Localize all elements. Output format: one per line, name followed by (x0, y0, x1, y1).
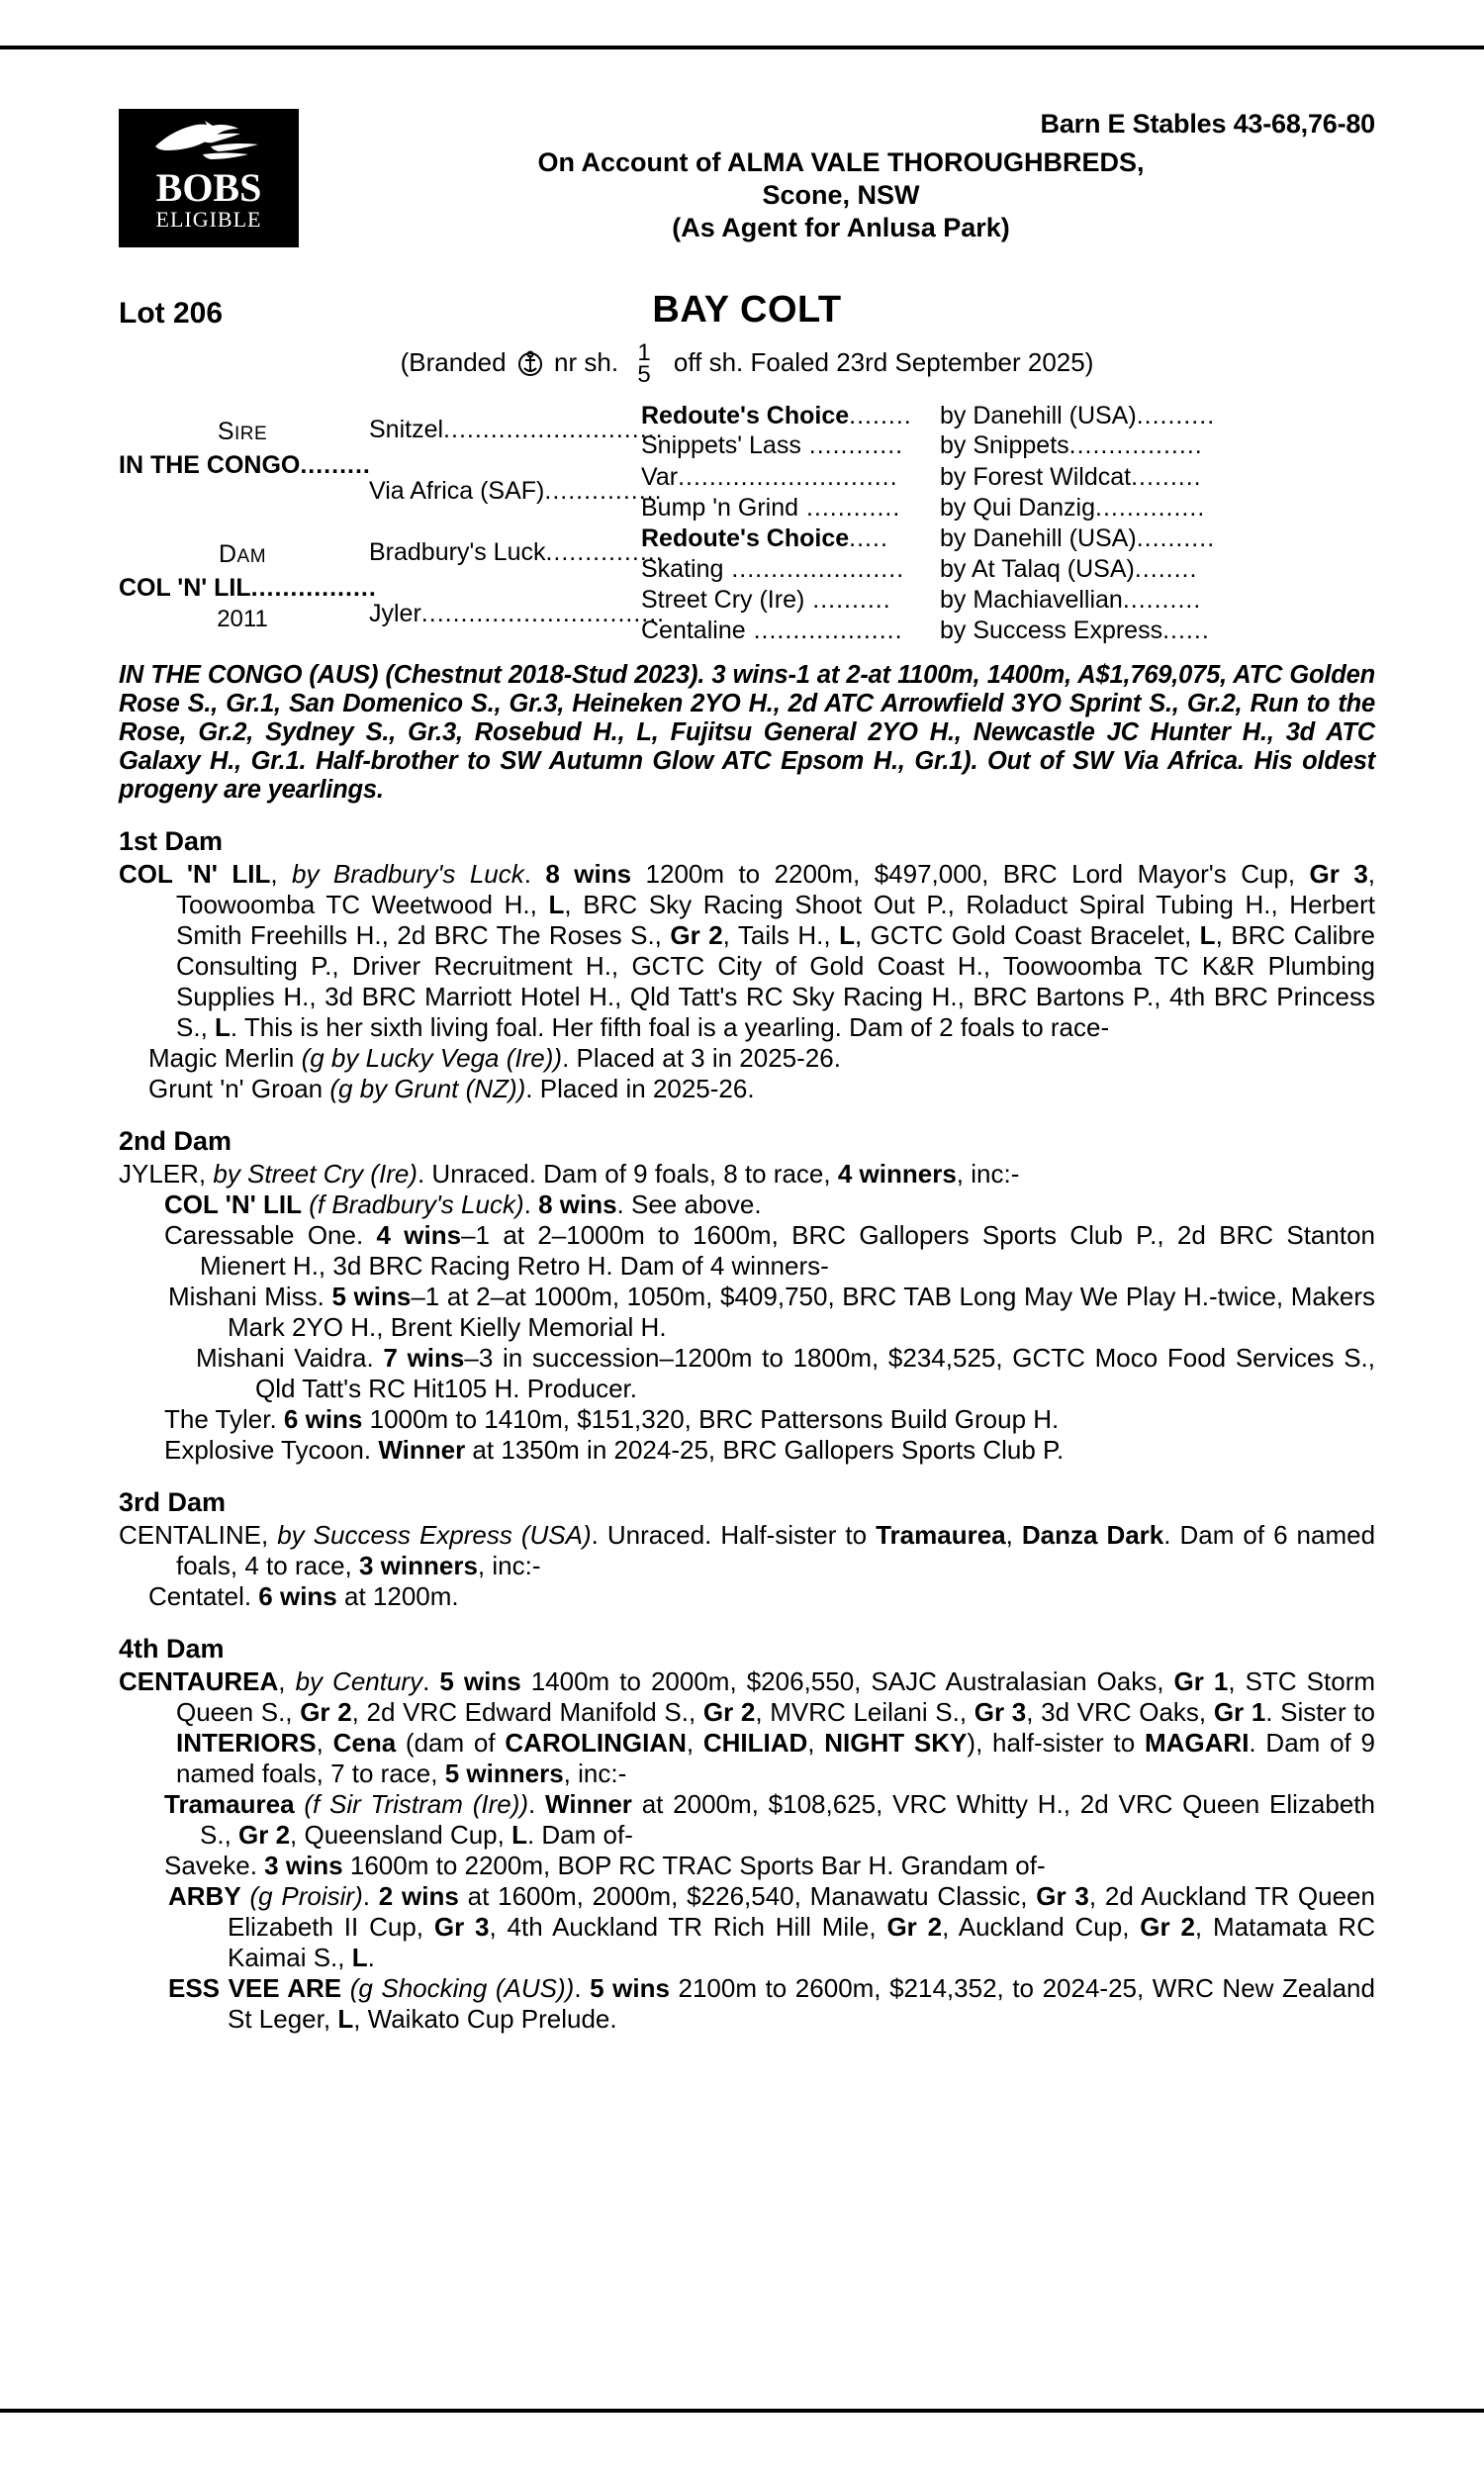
pedigree-entry: The Tyler. 6 wins 1000m to 1410m, $151,320, BRC Pattersons Build Group H. (164, 1404, 1060, 1434)
gen4-cell-7: by Success Express...... (940, 617, 1210, 644)
sire-description: IN THE CONGO (AUS) (Chestnut 2018-Stud 2023). 3 wins-1 at 2-at 1100m, 1400m, A$1,769,075, ATC Golden Rose S., Gr.1, San Domenico S., Gr.3, Heineken 2YO H., 2d ATC Arrowfield 3YO Sprint S., Gr.2, Run to the Rose, Gr.2, Sydney S., Gr.3, Rosebud H., L, Fujitsu General 2YO H., Newcastle JC Hunter H., 3d ATC Galaxy H., Gr.1. Half-brother to SW Autumn Glow ATC Epsom H., Gr.1). Out of SW Via Africa. His oldest progeny are yearlings. (119, 661, 1375, 804)
gen4-cell-6: by Machiavellian.......... (940, 586, 1202, 614)
brand-suffix: off sh. Foaled 23rd September 2025) (673, 347, 1094, 377)
bobs-logo-subtitle: ELIGIBLE (155, 207, 262, 232)
gen4-cell-4: by Danehill (USA).......... (940, 524, 1216, 552)
dam-heading: 2nd Dam (119, 1126, 232, 1156)
gen3-cell-4: Redoute's Choice..... (641, 524, 888, 552)
bobs-logo-word: BOBS (155, 165, 262, 210)
pedigree-col-gen3 (641, 402, 938, 647)
pedigree-col-parents (119, 402, 377, 647)
vendor-line-1: On Account of ALMA VALE THOROUGHBREDS, (537, 147, 1145, 177)
vendor-line-2: Scone, NSW (762, 180, 920, 210)
pedigree-entry: Mishani Miss. 5 wins–1 at 2–at 1000m, 1050m, $409,750, BRC TAB Long May We Play H.-twice, Makers Mark 2YO H., Brent Kielly Memorial H. (168, 1282, 1375, 1342)
pedigree-entry: ARBY (g Proisir). 2 wins at 1600m, 2000m, $226,540, Manawatu Classic, Gr 3, 2d Auckland TR Queen Elizabeth II Cup, Gr 3, 4th Auckland TR Rich Hill Mile, Gr 2, Auckland Cup, Gr 2, Matamata RC Kaimai S., L. (168, 1881, 1375, 1972)
gen4-cell-0: by Danehill (USA).......... (940, 402, 1216, 429)
brand-mid: nr sh. (554, 347, 619, 377)
brand-fraction (637, 339, 651, 388)
pedigree-table (119, 402, 1375, 647)
branding-line (119, 339, 1375, 388)
dam-label: DAM (218, 540, 267, 568)
pedigree-entry: Saveke. 3 wins 1600m to 2200m, BOP RC TRAC Sports Bar H. Grandam of- (164, 1851, 1046, 1880)
pedigree-col-gen4 (940, 402, 1375, 647)
header (119, 89, 1375, 287)
sire-label: SIRE (217, 418, 268, 445)
barn-stables-text: Barn E Stables 43-68,76-80 (1040, 109, 1375, 139)
gen4-cell-1: by Snippets................. (940, 431, 1203, 459)
gen3-cell-5: Skating ...................... (641, 555, 905, 583)
vendor-block (307, 146, 1375, 244)
horse-head-icon (149, 117, 268, 168)
dam-name-text: COL 'N' LIL (119, 574, 251, 602)
pedigree-entry: COL 'N' LIL (f Bradbury's Luck). 8 wins. See above. (164, 1189, 762, 1219)
gen4-cell-3: by Qui Danzig.............. (940, 494, 1206, 522)
pedigree-entry: Mishani Vaidra. 7 wins–3 in succession–1200m to 1800m, $234,525, GCTC Moco Food Services S., Qld Tatt's RC Hit105 H. Producer. (196, 1343, 1375, 1403)
sire-dots: ......... (300, 451, 371, 479)
brand-numerator: 1 (637, 339, 651, 366)
gen3-cell-3: Bump 'n Grind ............ (641, 494, 901, 522)
page-title: BAY COLT (652, 289, 842, 331)
dam-year: 2011 (217, 606, 268, 632)
pedigree-entry: Magic Merlin (g by Lucky Vega (Ire)). Placed at 3 in 2025-26. (148, 1043, 841, 1073)
sire-name (119, 451, 371, 480)
pedigree-entry: Grunt 'n' Groan (g by Grunt (NZ)). Placed in 2025-26. (148, 1074, 755, 1103)
pedigree-col-gen2 (369, 402, 666, 647)
anchor-brand-icon (515, 348, 545, 378)
lot-row (119, 289, 1375, 336)
page-top-rule (0, 46, 1484, 49)
brand-prefix: (Branded (400, 347, 507, 377)
pedigree-entry: ESS VEE ARE (g Shocking (AUS)). 5 wins 2100m to 2600m, $214,352, to 2024-25, WRC New Zealand St Leger, L, Waikato Cup Prelude. (168, 1973, 1375, 2034)
pedigree-entry: Explosive Tycoon. Winner at 1350m in 2024-25, BRC Gallopers Sports Club P. (164, 1435, 1065, 1465)
pedigree-entry: CENTAUREA, by Century. 5 wins 1400m to 2000m, $206,550, SAJC Australasian Oaks, Gr 1, STC Storm Queen S., Gr 2, 2d VRC Edward Manifold S., Gr 2, MVRC Leilani S., Gr 3, 3d VRC Oaks, Gr 1. Sister to INTERIORS, Cena (dam of CAROLINGIAN, CHILIAD, NIGHT SKY), half-sister to MAGARI. Dam of 9 named foals, 7 to race, 5 winners, inc:- (119, 1666, 1376, 1788)
gen2-cell-1: Via Africa (SAF)............... (369, 477, 663, 505)
pedigree-entry: Tramaurea (f Sir Tristram (Ire)). Winner at 2000m, $108,625, VRC Whitty H., 2d VRC Queen Elizabeth S., Gr 2, Queensland Cup, L. Dam of- (164, 1789, 1375, 1850)
gen3-cell-6: Street Cry (Ire) .......... (641, 586, 891, 614)
gen3-cell-7: Centaline ................... (641, 617, 903, 644)
dam-name (119, 574, 377, 603)
pedigree-entry: JYLER, by Street Cry (Ire). Unraced. Dam of 9 foals, 8 to race, 4 winners, inc:- (119, 1159, 1020, 1189)
gen4-cell-2: by Forest Wildcat......... (940, 463, 1202, 491)
gen3-cell-2: Var............................ (641, 463, 898, 491)
dam-sections (119, 826, 1375, 2035)
pedigree-entry: COL 'N' LIL, by Bradbury's Luck. 8 wins 1200m to 2200m, $497,000, BRC Lord Mayor's Cup, Gr 3, Toowoomba TC Weetwood H., L, BRC Sky Racing Shoot Out P., Roladuct Spiral Tubing H., Herbert Smith Freehills H., 2d BRC The Roses S., Gr 2, Tails H., L, GCTC Gold Coast Bracelet, L, BRC Calibre Consulting P., Driver Recruitment H., GCTC City of Gold Coast H., Toowoomba TC K&R Plumbing Supplies H., 3d BRC Marriott Hotel H., Qld Tatt's RC Sky Racing H., BRC Bartons P., 4th BRC Princess S., L. This is her sixth living foal. Her fifth foal is a yearling. Dam of 2 foals to race- (119, 859, 1376, 1042)
gen3-cell-1: Snippets' Lass ............ (641, 431, 904, 459)
vendor-line-3: (As Agent for Anlusa Park) (672, 213, 1010, 242)
brand-denominator: 5 (637, 361, 651, 388)
gen2-cell-0: Snitzel............................ (369, 416, 664, 443)
page-bottom-rule (0, 2409, 1484, 2413)
dam-dots: ................ (250, 574, 377, 602)
pedigree-entry: Centatel. 6 wins at 1200m. (148, 1581, 459, 1611)
gen2-cell-3: Jyler............................... (369, 600, 666, 627)
pedigree-entry: CENTALINE, by Success Express (USA). Unraced. Half-sister to Tramaurea, Danza Dark. Dam of 6 named foals, 4 to race, 3 winners, inc:- (119, 1520, 1376, 1580)
gen3-cell-0: Redoute's Choice........ (641, 402, 912, 429)
pedigree-entry: Caressable One. 4 wins–1 at 2–1000m to 1600m, BRC Gallopers Sports Club P., 2d BRC Stanton Mienert H., 3d BRC Racing Retro H. Dam of 4 winners- (164, 1220, 1375, 1281)
lot-number: Lot 206 (119, 297, 224, 330)
bobs-eligible-logo (119, 109, 299, 247)
gen2-cell-2: Bradbury's Luck............... (369, 538, 664, 566)
dam-heading: 4th Dam (119, 1634, 225, 1664)
dam-heading: 3rd Dam (119, 1487, 227, 1517)
sire-name-text: IN THE CONGO (119, 451, 301, 479)
dam-heading: 1st Dam (119, 826, 224, 856)
page-content (119, 89, 1375, 2035)
gen4-cell-5: by At Talaq (USA)........ (940, 555, 1198, 583)
